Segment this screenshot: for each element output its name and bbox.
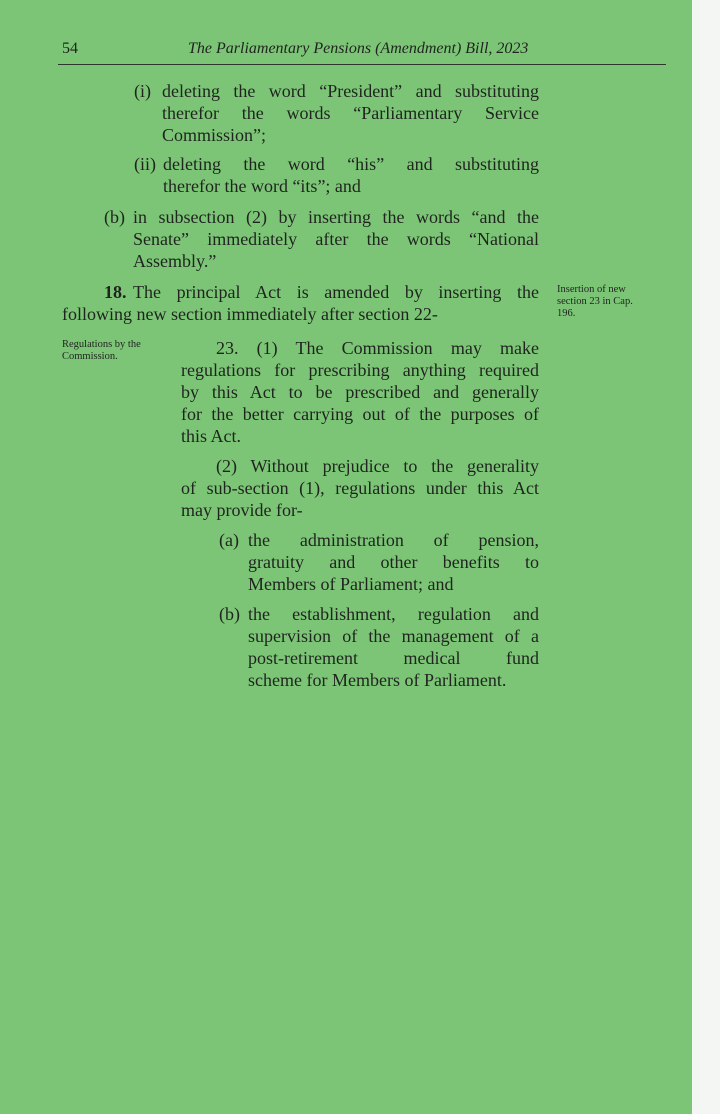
clause-b-line2: Senate” immediately after the words “National bbox=[133, 229, 539, 249]
clause-i-line1: deleting the word “President” and substituting bbox=[162, 81, 539, 101]
section-23-2-line1: (2) Without prejudice to the generality bbox=[216, 456, 539, 476]
clause-i-line3: Commission”; bbox=[162, 125, 267, 145]
section-23-a-line3: Members of Parliament; and bbox=[248, 574, 454, 594]
section-23-1-line3: by this Act to be prescribed and generally bbox=[181, 382, 539, 402]
section-23-2-line2: of sub-section (1), regulations under this Act bbox=[181, 478, 539, 498]
section-23-b-line4: scheme for Members of Parliament. bbox=[248, 670, 507, 690]
clause-b-marker: (b) bbox=[104, 207, 125, 227]
clause-ii-line2: therefor the word “its”; and bbox=[163, 176, 361, 196]
margin-note-regulations-line2: Commission. bbox=[62, 351, 118, 362]
page-number: 54 bbox=[62, 40, 78, 57]
section-23-b-line3: post-retirement medical fund bbox=[248, 648, 539, 668]
section-23-1-line5: this Act. bbox=[181, 426, 242, 446]
margin-note-regulations-line1: Regulations by the bbox=[62, 339, 141, 350]
section-23-b-line1: the establishment, regulation and bbox=[248, 604, 539, 624]
margin-note-insertion-line1: Insertion of new bbox=[557, 284, 626, 295]
section-23-1-line4: for the better carrying out of the purposes of bbox=[181, 404, 539, 424]
section-23-a-line1: the administration of pension, bbox=[248, 530, 539, 550]
section-23-a-marker: (a) bbox=[219, 530, 239, 550]
header-divider bbox=[58, 64, 666, 65]
section-23-1-line2: regulations for prescribing anything required bbox=[181, 360, 539, 380]
clause-ii-marker: (ii) bbox=[134, 154, 156, 174]
section-18-number: 18. bbox=[104, 282, 127, 302]
section-23-b-line2: supervision of the management of a bbox=[248, 626, 539, 646]
clause-i-line2: therefor the words “Parliamentary Service bbox=[162, 103, 539, 123]
clause-i-marker: (i) bbox=[134, 81, 151, 101]
section-18-line2: following new section immediately after section 22- bbox=[62, 304, 438, 324]
section-23-b-marker: (b) bbox=[219, 604, 240, 624]
section-23-1-line1: 23. (1) The Commission may make bbox=[216, 338, 539, 358]
clause-b-line1: in subsection (2) by inserting the words “and the bbox=[133, 207, 539, 227]
section-18-line1: The principal Act is amended by inserting the bbox=[133, 282, 539, 302]
margin-note-insertion-line2: section 23 in Cap. bbox=[557, 296, 633, 307]
clause-ii-line1: deleting the word “his” and substituting bbox=[163, 154, 539, 174]
running-header-title: The Parliamentary Pensions (Amendment) Bill, 2023 bbox=[188, 40, 529, 57]
page-edge-margin bbox=[692, 0, 720, 1114]
section-23-2-line3: may provide for- bbox=[181, 500, 303, 520]
margin-note-insertion-line3: 196. bbox=[557, 308, 576, 319]
section-23-a-line2: gratuity and other benefits to bbox=[248, 552, 539, 572]
clause-b-line3: Assembly.” bbox=[133, 251, 217, 271]
